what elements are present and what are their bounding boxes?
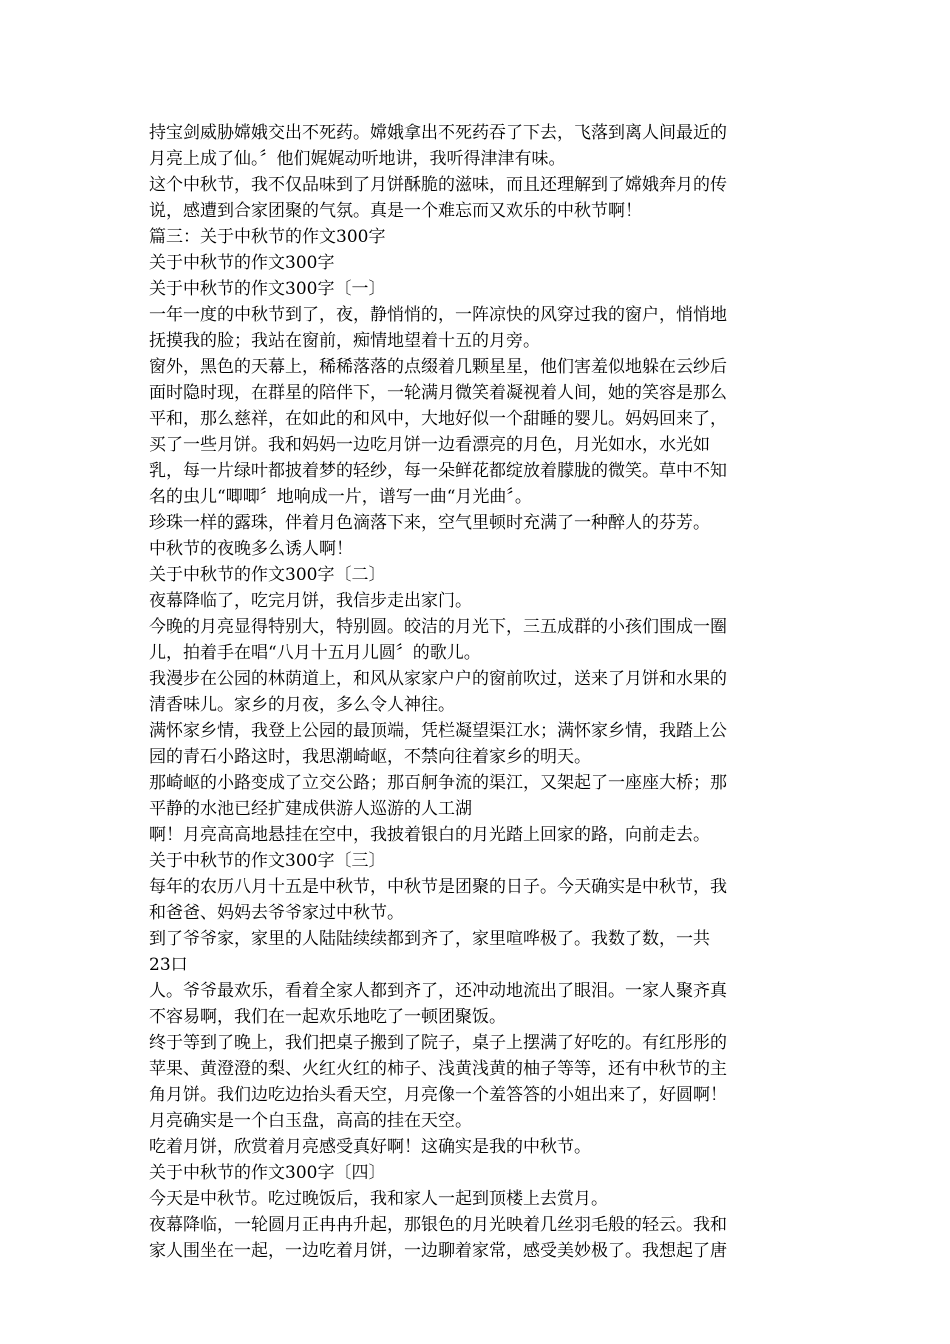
text-line: 一年一度的中秋节到了，夜，静悄悄的，一阵凉快的风穿过我的窗户，悄悄地 [149, 305, 727, 325]
text-line: 月亮上成了仙。〞他们娓娓动听地讲，我听得津津有味。 [149, 149, 566, 169]
text-line: 我漫步在公园的林荫道上，和风从家家户户的窗前吹过，送来了月饼和水果的 [149, 669, 727, 689]
text-line: 吃着月饼，欣赏着月亮感受真好啊！这确实是我的中秋节。 [149, 1137, 591, 1157]
text-line: 清香味儿。家乡的月夜，多么令人神往。 [149, 695, 455, 715]
text-line: 满怀家乡情，我登上公园的最顶端，凭栏凝望渠江水；满怀家乡情，我踏上公 [149, 721, 727, 741]
text-line: 人。爷爷最欢乐，看着全家人都到齐了，还冲动地流出了眼泪。一家人聚齐真 [149, 981, 727, 1001]
text-line: 今天是中秋节。吃过晚饭后，我和家人一起到顶楼上去赏月。 [149, 1189, 608, 1209]
text-line: 说，感遭到合家团聚的气氛。真是一个难忘而又欢乐的中秋节啊！ [149, 201, 642, 221]
essay-subtitle: 关于中秋节的作文300字〔三〕 [149, 851, 386, 871]
text-line: 苹果、黄澄澄的梨、火红火红的柿子、浅黄浅黄的柚子等等，还有中秋节的主 [149, 1059, 727, 1079]
essay-subtitle: 关于中秋节的作文300字〔一〕 [149, 279, 386, 299]
text-line: 月亮确实是一个白玉盘，高高的挂在天空。 [149, 1111, 472, 1131]
text-line: 乳，每一片绿叶都披着梦的轻纱，每一朵鲜花都绽放着朦胧的微笑。草中不知 [149, 461, 727, 481]
text-line: 夜幕降临，一轮圆月正冉冉升起，那银色的月光映着几丝羽毛般的轻云。我和 [149, 1215, 727, 1235]
text-line: 珍珠一样的露珠，伴着月色滴落下来，空气里顿时充满了一种醉人的芬芳。 [149, 513, 710, 533]
text-line: 啊！月亮高高地悬挂在空中，我披着银白的月光踏上回家的路，向前走去。 [149, 825, 710, 845]
text-line: 平静的水池已经扩建成供游人巡游的人工湖 [149, 799, 472, 819]
text-line: 终于等到了晚上，我们把桌子搬到了院子，桌子上摆满了好吃的。有红彤彤的 [149, 1033, 727, 1053]
text-line: 园的青石小路这时，我思潮崎岖，不禁向往着家乡的明天。 [149, 747, 591, 767]
text-line: 那崎岖的小路变成了立交公路；那百舸争流的渠江，又架起了一座座大桥；那 [149, 773, 727, 793]
text-line: 夜幕降临了，吃完月饼，我信步走出家门。 [149, 591, 472, 611]
essay-subtitle: 关于中秋节的作文300字〔二〕 [149, 565, 386, 585]
text-line: 不容易啊，我们在一起欢乐地吃了一顿团聚饭。 [149, 1007, 506, 1027]
text-line: 每年的农历八月十五是中秋节，中秋节是团聚的日子。今天确实是中秋节，我 [149, 877, 727, 897]
text-line: 窗外，黑色的天幕上，稀稀落落的点缀着几颗星星，他们害羞似地躲在云纱后 [149, 357, 727, 377]
text-line: 23口 [149, 955, 188, 975]
text-line: 角月饼。我们边吃边抬头看天空，月亮像一个羞答答的小姐出来了，好圆啊！ [149, 1085, 727, 1105]
essay-title: 关于中秋节的作文300字 [149, 253, 335, 273]
text-line: 平和，那么慈祥，在如此的和风中，大地好似一个甜睡的婴儿。妈妈回来了， [149, 409, 727, 429]
text-line: 今晚的月亮显得特别大，特别圆。皎洁的月光下，三五成群的小孩们围成一圈 [149, 617, 727, 637]
text-line: 面时隐时现，在群星的陪伴下，一轮满月微笑着凝视着人间，她的笑容是那么 [149, 383, 727, 403]
text-line: 中秋节的夜晚多么诱人啊！ [149, 539, 353, 559]
text-line: 儿，拍着手在唱“八月十五月儿圆〞的歌儿。 [149, 643, 481, 663]
section-heading: 篇三：关于中秋节的作文300字 [149, 227, 386, 247]
text-line: 买了一些月饼。我和妈妈一边吃月饼一边看漂亮的月色，月光如水，水光如 [149, 435, 710, 455]
text-line: 家人围坐在一起，一边吃着月饼，一边聊着家常，感受美妙极了。我想起了唐 [149, 1241, 727, 1261]
text-line: 到了爷爷家，家里的人陆陆续续都到齐了，家里喧哗极了。我数了数，一共 [149, 929, 710, 949]
text-line: 和爸爸、妈妈去爷爷家过中秋节。 [149, 903, 404, 923]
document-body [149, 120, 801, 1264]
text-line: 持宝剑威胁嫦娥交出不死药。嫦娥拿出不死药吞了下去，飞落到离人间最近的 [149, 123, 727, 143]
essay-subtitle: 关于中秋节的作文300字〔四〕 [149, 1163, 386, 1183]
text-line: 这个中秋节，我不仅品味到了月饼酥脆的滋味，而且还理解到了嫦娥奔月的传 [149, 175, 727, 195]
text-line: 抚摸我的脸；我站在窗前，痴情地望着十五的月旁。 [149, 331, 540, 351]
text-line: 名的虫儿“唧唧〞地响成一片，谱写一曲“月光曲〞。 [149, 487, 532, 507]
